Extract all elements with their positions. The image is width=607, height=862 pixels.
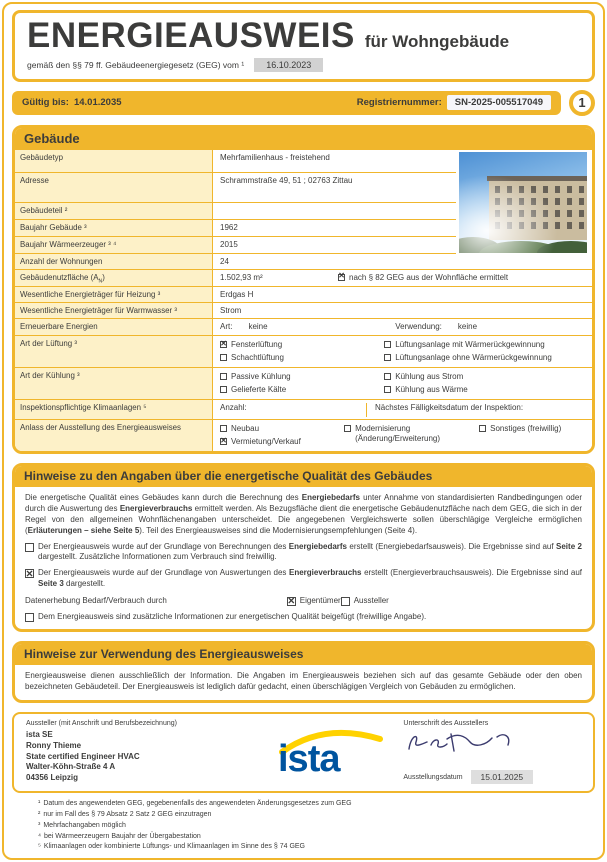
checkbox-option (220, 437, 344, 447)
klimaanlagen-faelligkeit-label: Nächstes Fälligkeitsdatum der Inspektion: (366, 403, 585, 417)
footnote (38, 842, 595, 853)
checkbox-option (384, 385, 585, 395)
label-baujahr-gebaeude: Baujahr Gebäude ³ (15, 220, 213, 237)
value-gebaeudeteil (213, 203, 456, 220)
registration-label: Registriernummer: (356, 97, 442, 109)
checkbox-icon (25, 569, 34, 578)
label-adresse: Adresse (15, 173, 213, 203)
option-label: Lüftungsanlage ohne Wärmerückgewinnung (395, 353, 552, 363)
checkbox-option-zusatzinfo (25, 612, 582, 623)
validity-bar (12, 91, 561, 115)
footnote-mark: ³ (38, 821, 41, 829)
checkbox-option (384, 340, 585, 350)
checkbox-icon (287, 597, 296, 606)
option-label: Kühlung aus Wärme (395, 385, 468, 395)
label-art-der-lueftung: Art der Lüftung ³ (15, 336, 213, 368)
row-energietraeger-heizung (15, 287, 592, 303)
klimaanlagen-anzahl-label: Anzahl: (220, 403, 247, 413)
value-energietraeger-warmwasser: Strom (213, 303, 592, 319)
checkbox-option (220, 340, 384, 350)
row-anzahl-wohnungen (15, 254, 592, 270)
value-anzahl-wohnungen: 24 (213, 254, 592, 270)
page-subtitle: für Wohngebäude (364, 32, 510, 51)
value-gebaeudetyp: Mehrfamilienhaus - freistehend (213, 150, 456, 173)
checkbox-option (384, 353, 585, 363)
checkbox-icon (384, 341, 391, 348)
checkbox-option-bedarf (25, 542, 582, 564)
issuer-city: 04356 Leipzig (26, 773, 79, 783)
footnote-text: Datum des angewendeten GEG, gegebenenfalls des angewendeten Änderungsgesetzes zum GEG (43, 800, 352, 808)
option-label: Aussteller (353, 595, 389, 605)
checkbox-icon (220, 373, 227, 380)
row-art-der-kuehlung (15, 368, 592, 400)
footnote (38, 821, 595, 832)
row-gebaeudenutzflaeche (15, 270, 592, 288)
option-label: Vermietung/Verkauf (231, 437, 301, 447)
label-klimaanlagen: Inspektionspflichtige Klimaanlagen ⁵ (15, 400, 213, 420)
value-energietraeger-heizung: Erdgas H (213, 287, 592, 303)
option-label: Passive Kühlung (231, 372, 291, 382)
quality-section-title: Hinweise zu den Angaben über die energetische Qualität des Gebäudes (15, 466, 592, 487)
datenerhebung-label: Datenerhebung Bedarf/Verbrauch durch (25, 595, 167, 605)
issue-date-value: 15.01.2025 (471, 770, 534, 784)
footnote (38, 810, 595, 821)
checkbox-icon (479, 425, 486, 432)
footnote-mark: ² (38, 810, 41, 818)
erneuerbare-verwendung-value: keine (457, 322, 478, 332)
checkbox-icon (338, 274, 345, 281)
value-art-der-kuehlung (213, 368, 592, 400)
registration-number: SN-2025-005517049 (447, 95, 551, 110)
value-erneuerbare-energien (213, 319, 592, 336)
usage-section-title: Hinweise zur Verwendung des Energieausweises (15, 644, 592, 665)
value-baujahr-gebaeude: 1962 (213, 220, 456, 237)
document-header (12, 10, 595, 82)
label-gebaeudetyp: Gebäudetyp (15, 150, 213, 173)
checkbox-option (338, 273, 508, 283)
footnote (38, 832, 595, 843)
value-gebaeudenutzflaeche (213, 270, 592, 288)
page-number-badge: 1 (569, 90, 595, 116)
footnote-mark: ⁴ (38, 832, 42, 840)
issuer-label: Aussteller (mit Anschrift und Berufsbezeichnung) (26, 720, 177, 728)
erneuerbare-verwendung-label: Verwendung: (395, 322, 442, 332)
checkbox-option (479, 424, 585, 434)
checkbox-option (341, 596, 389, 607)
option-label: Eigentümer (299, 595, 341, 605)
issuer-company: ista SE (26, 730, 53, 740)
checkbox-icon (384, 354, 391, 361)
checkbox-icon (25, 543, 34, 552)
issue-date-label: Ausstellungsdatum (403, 773, 463, 781)
checkbox-icon (341, 597, 350, 606)
footnote-text: bei Wärmeerzeugern Baujahr der Übergabestation (44, 832, 201, 840)
quality-intro-paragraph: Die energetische Qualität eines Gebäudes kann durch die Berechnung des Energiebedarfs unter Annahme von standardisierten Randbedingungen oder durch die Auswertung des Energieverbrauchs ermittelt werden. Als Bezugsfläche dient die energetische Gebäudenutzfläche nach dem GEG, die sich in der Regel von den allgemeinen Wohnflächenangaben unterscheidet. Die angegebenen Vergleichswerte sollen überschlägige Vergleiche ermöglichen (Erläuterungen – siehe Seite 5). Teil des Energieausweises sind die Modernisierungsempfehlungen (Seite 4). (25, 493, 583, 535)
checkbox-option (344, 424, 479, 444)
option-label: Schachtlüftung (231, 353, 284, 363)
label-anzahl-wohnungen: Anzahl der Wohnungen (15, 254, 213, 270)
label-erneuerbare-energien: Erneuerbare Energien (15, 319, 213, 336)
law-date-box: 16.10.2023 (254, 58, 323, 72)
checkbox-icon (25, 613, 34, 622)
option-label: Gelieferte Kälte (231, 385, 287, 395)
law-reference-text: gemäß den §§ 79 ff. Gebäudeenergiegesetz (GEG) vom ¹ (27, 59, 245, 70)
checkbox-icon (220, 425, 227, 432)
page-title: ENERGIEAUSWEIS (27, 16, 355, 55)
footnote-mark: ¹ (38, 800, 41, 808)
option-label: Lüftungsanlage mit Wärmerückgewinnung (395, 340, 545, 350)
checkbox-option (384, 372, 585, 382)
signature-icon (403, 729, 533, 755)
checkbox-icon (220, 354, 227, 361)
logo-text: ista (278, 738, 340, 777)
checkbox-option (220, 372, 384, 382)
ista-logo (272, 728, 390, 776)
issuer-profession: State certified Engineer HVAC (26, 751, 140, 761)
option-label: Modernisierung (Änderung/Erweiterung) (355, 424, 441, 444)
checkbox-icon (384, 386, 391, 393)
erneuerbare-art-value: keine (248, 322, 268, 332)
option-label: Der Energieausweis wurde auf der Grundlage von Berechnungen des Energiebedarfs erstellt (Energiebedarfsausweis). Die Ergebnisse sind auf Seite 2 dargestellt. Zusätzliche Informationen zum Verbrauch sind freiwillig. (38, 541, 582, 562)
option-label: nach § 82 GEG aus der Wohnfläche ermittelt (349, 272, 509, 282)
checkbox-option-verbrauch (25, 568, 582, 590)
datenerhebung-row (25, 596, 582, 607)
checkbox-icon (384, 373, 391, 380)
row-klimaanlagen (15, 400, 592, 420)
validity-row (12, 90, 595, 116)
footnotes (12, 799, 595, 853)
footnote (38, 799, 595, 810)
checkbox-option (220, 424, 344, 434)
checkbox-icon (344, 425, 351, 432)
value-anlass-der-ausstellung (213, 420, 592, 451)
checkbox-option (287, 596, 341, 607)
label-gebaeudeteil: Gebäudeteil ² (15, 203, 213, 220)
option-label: Sonstiges (freiwillig) (490, 424, 562, 434)
label-gebaeudenutzflaeche: Gebäudenutzfläche $(A_N)$ (15, 270, 213, 288)
building-photo (459, 152, 587, 253)
issuer-street: Walter-Köhn-Straße 4 A (26, 762, 116, 772)
checkbox-option (220, 385, 384, 395)
row-erneuerbare-energien (15, 319, 592, 336)
quality-section (12, 463, 595, 632)
label-energietraeger-heizung: Wesentliche Energieträger für Heizung ³ (15, 287, 213, 303)
option-label: Der Energieausweis wurde auf der Grundlage von Auswertungen des Energieverbrauchs erstellt (Energieverbrauchsausweis). Die Ergebnisse sind auf Seite 3 dargestellt. (38, 568, 583, 589)
building-section-title: Gebäude (15, 128, 592, 150)
checkbox-icon (220, 341, 227, 348)
energieausweis-page (2, 2, 605, 860)
checkbox-icon (220, 386, 227, 393)
label-energietraeger-warmwasser: Wesentliche Energieträger für Warmwasser ³ (15, 303, 213, 319)
value-klimaanlagen (213, 400, 592, 420)
checkbox-icon (220, 438, 227, 445)
erneuerbare-art-label: Art: (220, 322, 233, 332)
value-baujahr-waermeerzeuger: 2015 (213, 237, 456, 254)
issuer-name: Ronny Thieme (26, 740, 82, 750)
valid-until-label: Gültig bis: (22, 97, 69, 109)
checkbox-option (220, 353, 384, 363)
row-art-der-lueftung (15, 336, 592, 368)
usage-paragraph: Energieausweise dienen ausschließlich der Information. Die Angaben im Energieausweis beziehen sich auf das gesamte Gebäude oder den oben bezeichneten Gebäudeteil. Der Energieausweis ist lediglich dafür gedacht, einen überschlägigen Vergleich von Gebäuden zu ermöglichen. (25, 671, 582, 692)
building-section (12, 125, 595, 455)
row-anlass-der-ausstellung (15, 420, 592, 451)
option-label: Neubau (231, 424, 260, 434)
row-energietraeger-warmwasser (15, 303, 592, 319)
nutzflaeche-value: 1.502,93 m² (220, 272, 263, 282)
valid-until-date: 14.01.2035 (73, 97, 122, 109)
footnote-text: Klimaanlagen oder kombinierte Lüftungs- und Klimaanlagen im Sinne des § 74 GEG (43, 843, 306, 851)
issuer-section (12, 712, 595, 793)
building-table (15, 150, 592, 452)
option-label: Fensterlüftung (231, 340, 283, 350)
usage-section (12, 641, 595, 703)
footnote-mark: ⁵ (38, 843, 41, 851)
label-art-der-kuehlung: Art der Kühlung ³ (15, 368, 213, 400)
value-art-der-lueftung (213, 336, 592, 368)
label-baujahr-waermeerzeuger: Baujahr Wärmeerzeuger ³ ⁴ (15, 237, 213, 254)
signature-label: Unterschrift des Ausstellers (403, 720, 489, 728)
footnote-text: nur im Fall des § 79 Absatz 2 Satz 2 GEG einzutragen (43, 810, 212, 818)
label-anlass-der-ausstellung: Anlass der Ausstellung des Energieausweises (15, 420, 213, 451)
option-label: Dem Energieausweis sind zusätzliche Informationen zur energetischen Qualität beigefügt (freiwillige Angabe). (38, 611, 427, 621)
footnote-text: Mehrfachangaben möglich (43, 821, 126, 829)
value-adresse: Schrammstraße 49, 51 ; 02763 Zittau (213, 173, 456, 203)
option-label: Kühlung aus Strom (395, 372, 464, 382)
